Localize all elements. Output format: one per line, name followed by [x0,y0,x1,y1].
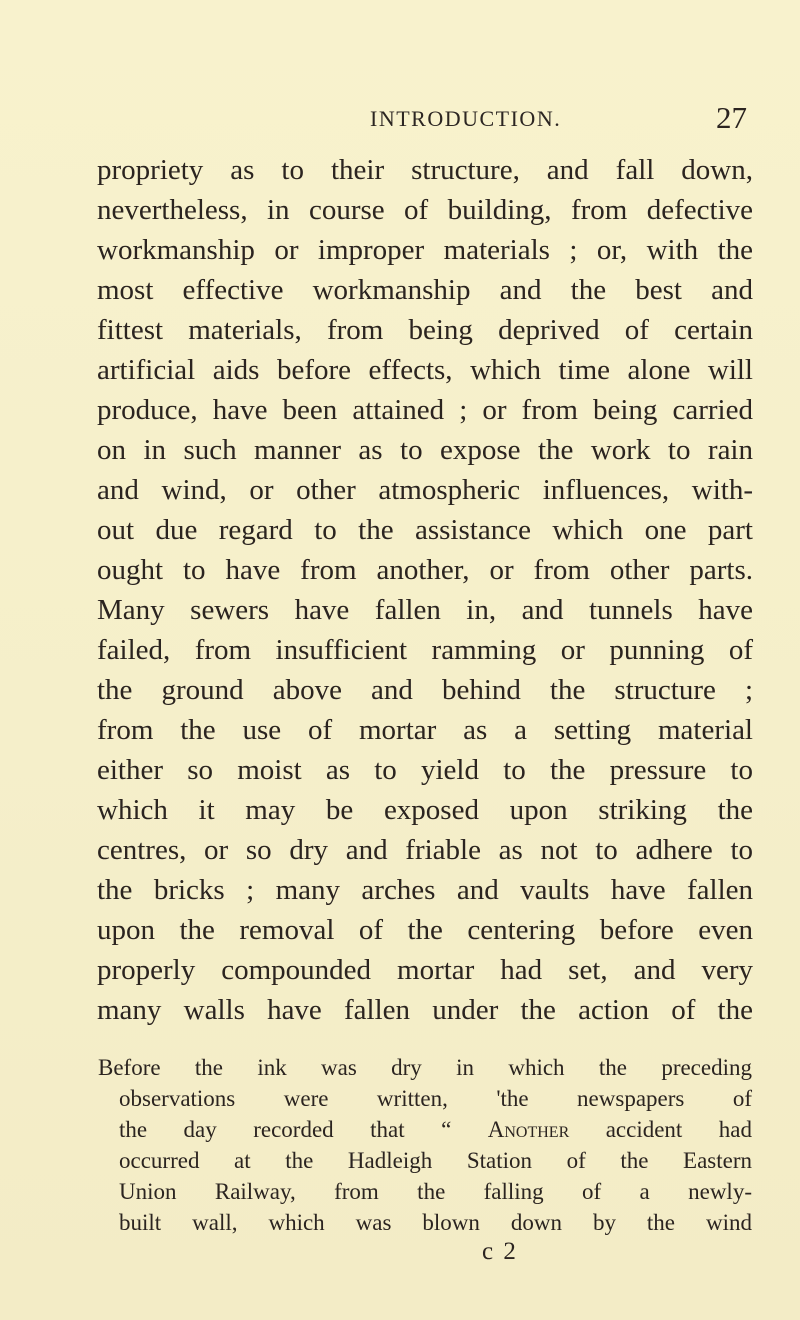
text-line: workmanship or improper materials ; or, with the [97,234,753,266]
text-line: centres, or so dry and friable as not to adhere to [97,834,753,866]
footnote-line: built wall, which was blown down by the wind [119,1210,752,1235]
text-line: out due regard to the assistance which one part [97,514,753,546]
text-line: either so moist as to yield to the pressure to [97,754,753,786]
text-line: nevertheless, in course of building, from defective [97,194,753,226]
text-line: properly compounded mortar had set, and very [97,954,753,986]
text-line: produce, have been attained ; or from being carried [97,394,753,426]
text-line: Many sewers have fallen in, and tunnels have [97,594,753,626]
text-line: failed, from insufficient ramming or punning of [97,634,753,666]
text-line: the bricks ; many arches and vaults have fallen [97,874,753,906]
text-line: from the use of mortar as a setting material [97,714,753,746]
footnote-line: Union Railway, from the falling of a newly- [119,1179,752,1204]
footnote-smallcaps-word: Another [487,1117,570,1142]
footnote [98,1052,752,1238]
footnote-line: occurred at the Hadleigh Station of the Eastern [119,1148,752,1173]
page-header [0,100,800,140]
footnote-line: observations were written, 'the newspapers of [119,1086,752,1111]
text-line: the ground above and behind the structure ; [97,674,753,706]
signature-mark: c 2 [482,1238,518,1265]
footnote-text: the day recorded that “ [119,1117,488,1142]
text-line: and wind, or other atmospheric influences, with- [97,474,753,506]
text-line: artificial aids before effects, which time alone will [97,354,753,386]
text-line: fittest materials, from being deprived of certain [97,314,753,346]
main-text [97,150,753,1030]
text-line: upon the removal of the centering before even [97,914,753,946]
footnote-line [119,1114,752,1145]
text-line: which it may be exposed upon striking the [97,794,753,826]
text-line: propriety as to their structure, and fall down, [97,154,753,186]
page-number: 27 [716,100,747,135]
running-title: INTRODUCTION. [370,106,562,131]
footnote-text: accident had [569,1117,752,1142]
text-line: on in such manner as to expose the work to rain [97,434,753,466]
text-line: many walls have fallen under the action of the [97,994,753,1026]
text-line: ought to have from another, or from other parts. [97,554,753,586]
footnote-line: Before the ink was dry in which the preceding [98,1055,752,1080]
text-line: most effective workmanship and the best and [97,274,753,306]
